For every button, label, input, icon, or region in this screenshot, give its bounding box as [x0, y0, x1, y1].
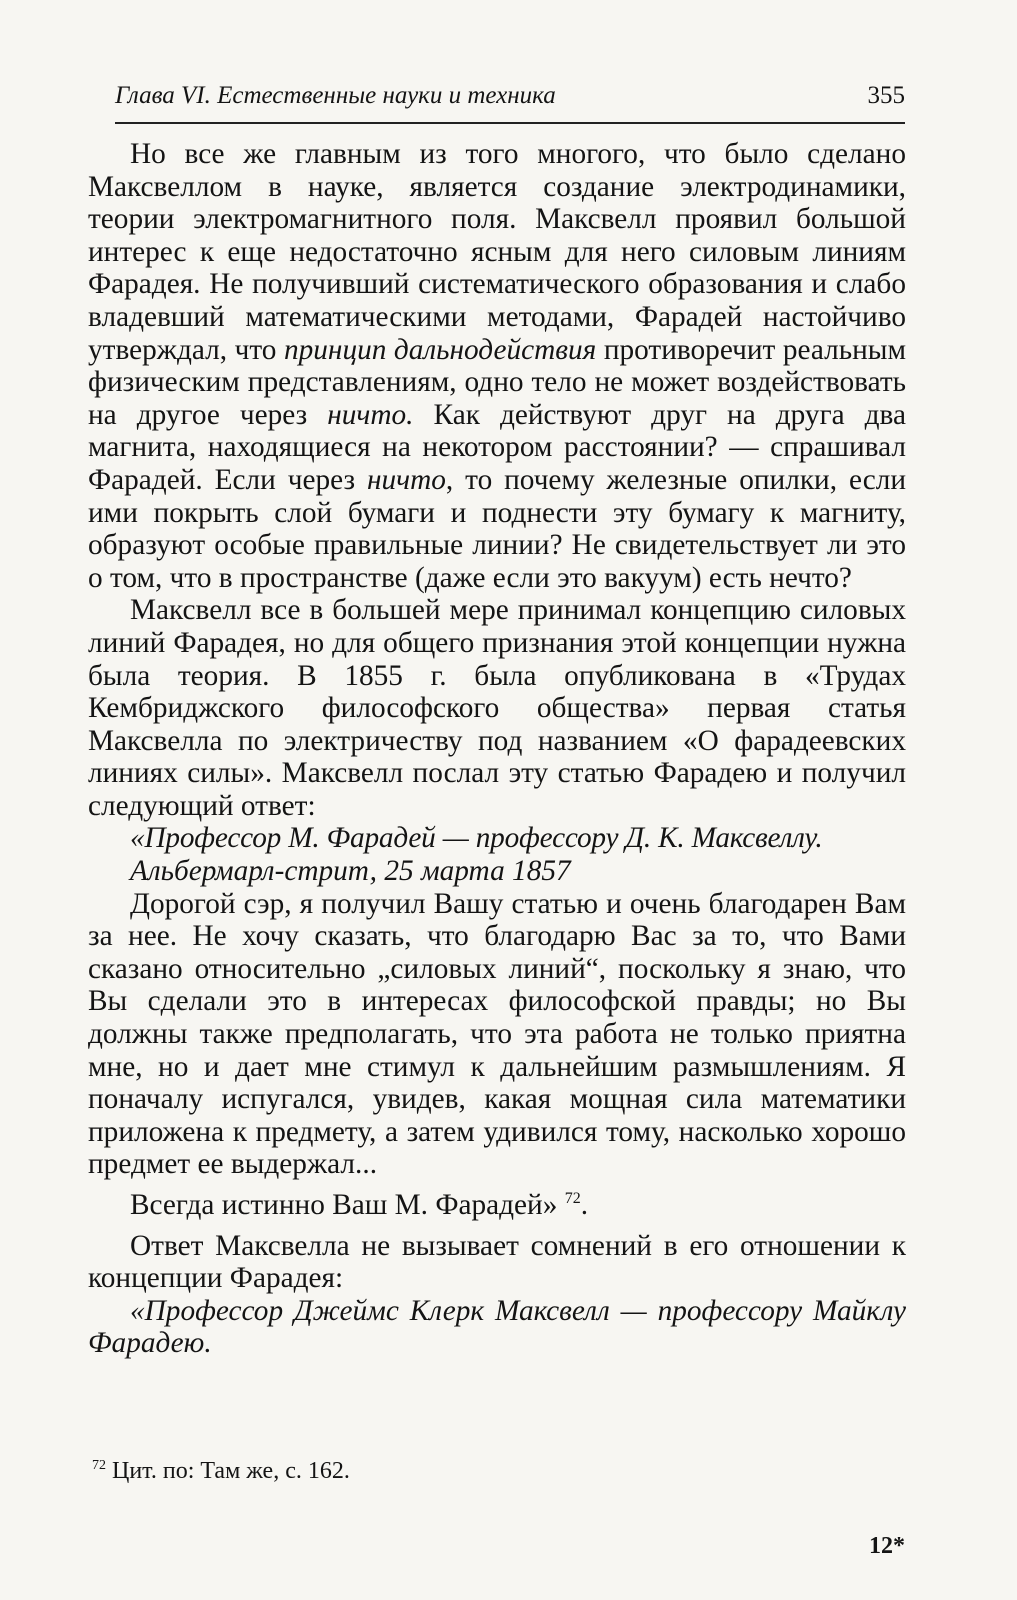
chapter-title: Глава VI. Естественные науки и техника	[115, 82, 556, 109]
letter-1-heading	[88, 822, 906, 855]
emphasis-nothing-1: ничто.	[327, 398, 414, 431]
paragraph-1-part-b: противоречит реальным физическим представлениям, одно тело не может воздействовать на другое через	[88, 333, 906, 431]
letter-2-heading	[88, 1295, 906, 1360]
emphasis-principle: принцип дальнодействия	[283, 333, 597, 366]
letter-1-heading-text: «Профессор М. Фарадей — профессору Д. К. Максвеллу.	[130, 822, 823, 855]
letter-1-date-text: Альбермарл-стрит, 25 марта 1857	[130, 855, 571, 888]
paragraph-3: Ответ Максвелла не вызывает сомнений в его отношении к концепции Фарадея:	[88, 1229, 906, 1295]
footnote	[92, 1458, 350, 1485]
footnote-text: Цит. по: Там же, с. 162.	[106, 1458, 350, 1484]
paragraph-1	[88, 138, 906, 594]
paragraph-1-part-d: , то почему железные опилки, если ими покрыть слой бумаги и поднести эту бумагу к магниту, образуют особые правильные линии? Не свидетельствует ли это о том, что в пространстве (даже если это вакуум) есть нечто?	[88, 463, 907, 594]
letter-1-closing	[88, 1189, 906, 1222]
running-header	[115, 78, 905, 124]
paragraph-2: Максвелл все в большей мере принимал концепцию силовых линий Фарадея, но для общего признания этой концепции нужна была теория. В 1855 г. была опубликована в «Трудах Кембриджского философского общества» первая статья Максвелла по электричеству под названием «О фарадеевских линиях силы». Максвелл послал эту статью Фарадею и получил следующий ответ:	[88, 594, 906, 822]
page-number: 355	[867, 82, 905, 109]
letter-2-heading-text: «Профессор Джеймс Клерк Максвелл — профессору Майклу Фарадею.	[88, 1294, 906, 1360]
closing-period: .	[580, 1189, 589, 1221]
letter-1-body: Дорогой сэр, я получил Вашу статью и очень благодарен Вам за нее. Не хочу сказать, что благодарю Вас за то, что Вами сказано относительно „силовых линий“, поскольку я знаю, что Вы сделали это в интересах философской правды; но Вы должны также предполагать, что эта работа не только приятна мне, но и дает мне стимул к дальнейшим размышлениям. Я поначалу испугался, увидев, какая мощная сила математики приложена к предмету, а затем удивился тому, насколько хорошо предмет ее выдержал...	[88, 887, 906, 1181]
paragraph-1-part-a: Но все же главным из того многого, что было сделано Максвеллом в науке, является создание электродинамики, теории электромагнитного поля. Максвелл проявил большой интерес к еще недостаточно ясным для него силовым линиям Фарадея. Не получивший систематического образования и слабо владевший математическими методами, Фарадей настойчиво утверждал, что	[88, 138, 906, 366]
emphasis-nothing-2: ничто	[366, 463, 446, 496]
printer-signature-mark: 12*	[869, 1533, 905, 1559]
main-text	[88, 138, 906, 1360]
footnote-number: 72	[92, 1458, 106, 1473]
letter-1-date	[88, 855, 906, 888]
paragraph-1-part-c: Как действуют друг на друга два магнита, находящиеся на некотором расстоянии? — спрашивал Фарадей. Если через	[88, 398, 906, 496]
letter-1-closing-text: Всегда истинно Ваш М. Фарадей»	[130, 1189, 558, 1221]
footnote-reference: 72	[564, 1190, 581, 1208]
